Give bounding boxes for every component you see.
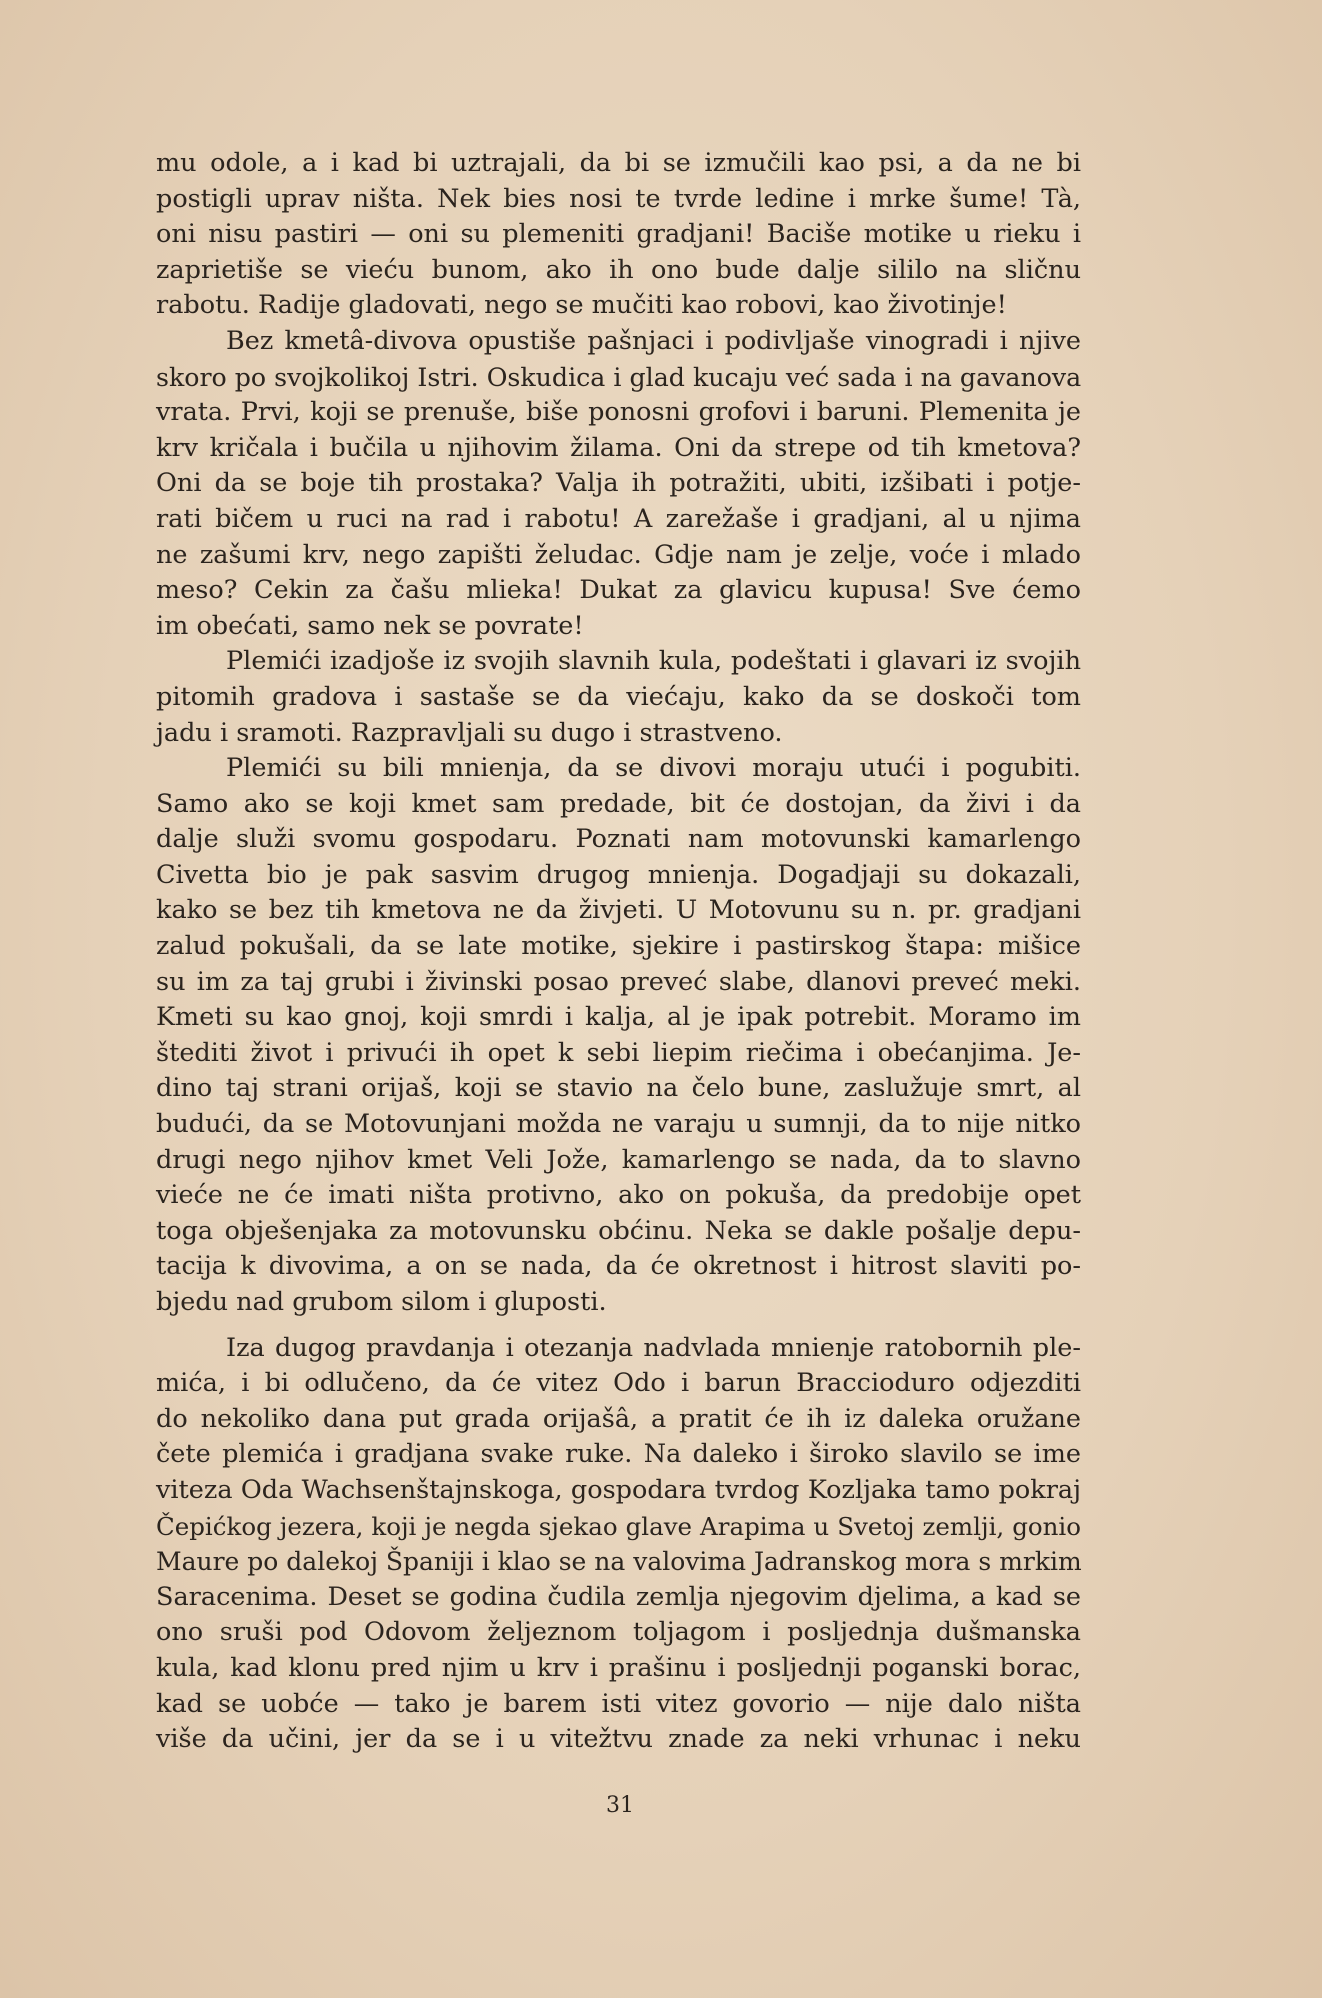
text-line: jadu i sramoti. Razpravljali su dugo i strastveno. [156,717,783,748]
text-line: mu odole, a i kad bi uztrajali, da bi se izmučili kao psi, a da ne bi [156,148,1081,178]
text-line: do nekoliko dana put grada orijašâ, a pratit će ih iz daleka oružane [156,1403,1081,1434]
paragraph-1 [156,146,1081,324]
page-number: 31 [606,1793,634,1818]
text-line: dino taj strani orijaš, koji se stavio na čelo bune, zaslužuje smrt, al [156,1073,1081,1104]
text-line: mića, i bi odlučeno, da će vitez Odo i barun Braccioduro odjezditi [156,1368,1081,1399]
text-line: vieće ne će imati ništa protivno, ako on pokuša, da predobije opet [156,1180,1081,1211]
text-line: dalje služi svomu gospodaru. Poznati nam motovunski kamarlengo [156,824,1081,855]
text-line: tacija k divovima, a on se nada, da će okretnost i hitrost slaviti po- [156,1251,1081,1282]
text-line: vrata. Prvi, koji se prenuše, biše ponosni grofovi i baruni. Plemenita je [156,397,1081,428]
text-line: toga obješenjaka za motovunsku obćinu. Neka se dakle pošalje depu- [156,1215,1081,1246]
text-line: bjedu nad grubom silom i gluposti. [156,1287,607,1317]
paragraph-gap [156,1321,1081,1331]
text-line: drugi nego njihov kmet Veli Jože, kamarlengo se nada, da to slavno [156,1144,1081,1175]
text-line: zalud pokušali, da se late motike, sjekire i pastirskog štapa: mišice [156,931,1081,962]
text-line: ne zašumi krv, nego zapišti želudac. Gdje nam je zelje, voće i mlado [156,539,1081,570]
text-line: Plemići su bili mnienja, da se divovi moraju utući i pogubiti. [226,753,1081,784]
text-line: Čepićkog jezera, koji je negda sjekao glave Arapima u Svetoj zemlji, gonio [156,1511,1081,1541]
text-line: oni nisu pastiri — oni su plemeniti gradjani! Baciše motike u rieku i [156,219,1081,250]
text-line: čete plemića i gradjana svake ruke. Na daleko i široko slavilo se ime [156,1439,1081,1470]
paragraph-5 [156,1331,1081,1758]
text-line: Iza dugog pravdanja i otezanja nadvlada mnienje ratobornih ple- [226,1332,1081,1363]
text-line: Kmeti su kao gnoj, koji smrdi i kalja, al je ipak potrebit. Moramo im [156,1002,1081,1033]
text-line: više da učini, jer da se i u vitežtvu znade za neki vrhunac i neku [156,1724,1081,1755]
body-text [156,146,1081,1758]
text-line: su im za taj grubi i živinski posao preveć slabe, dlanovi preveć meki. [156,966,1081,997]
paragraph-4 [156,751,1081,1321]
text-line: krv kričala i bučila u njihovim žilama. Oni da strepe od tih kmetova? [156,432,1081,463]
paragraph-2 [156,324,1081,644]
text-line: Maure po dalekoj Španiji i klao se na valovima Jadranskog mora s mrkim [156,1547,1082,1577]
text-line: rati bičem u ruci na rad i rabotu! A zarežaše i gradjani, al u njima [156,503,1081,534]
text-line: ono sruši pod Odovom željeznom toljagom i posljednja dušmanska [156,1617,1081,1648]
text-line: rabotu. Radije gladovati, nego se mučiti kao robovi, kao životinje! [156,290,1007,321]
text-line: zaprietiše se vieću bunom, ako ih ono bude dalje sililo na sličnu [156,254,1081,285]
text-line: im obećati, samo nek se povrate! [156,610,584,641]
text-line: postigli uprav ništa. Nek bies nosi te tvrde ledine i mrke šume! Tà, [156,183,1081,214]
text-line: Bez kmetâ-divova opustiše pašnjaci i podivljaše vinogradi i njive [226,325,1081,356]
text-line: budući, da se Motovunjani možda ne varaju u sumnji, da to nije nitko [156,1109,1081,1140]
text-line: kula, kad klonu pred njim u krv i prašinu i posljednji poganski borac, [156,1652,1081,1683]
text-line: kad se uobće — tako je barem isti vitez govorio — nije dalo ništa [156,1688,1081,1719]
text-line: Oni da se boje tih prostaka? Valja ih potražiti, ubiti, izšibati i potje- [156,468,1081,499]
text-line: pitomih gradova i sastaše se da viećaju, kako da se doskoči tom [156,681,1081,712]
text-line: Samo ako se koji kmet sam predade, bit će dostojan, da živi i da [156,788,1081,819]
text-line: Civetta bio je pak sasvim drugog mnienja. Dogadjaji su dokazali, [156,859,1081,890]
text-line: štediti život i privući ih opet k sebi liepim riečima i obećanjima. Je- [156,1037,1081,1068]
text-line: skoro po svojkolikoj Istri. Oskudica i glad kucaju već sada i na gavanova [156,362,1082,392]
paragraph-3 [156,644,1081,751]
text-line: Saracenima. Deset se godina čudila zemlja njegovim djelima, a kad se [156,1581,1081,1612]
text-line: kako se bez tih kmetova ne da živjeti. U Motovunu su n. pr. gradjani [156,895,1081,926]
text-line: Plemići izadjoše iz svojih slavnih kula, podeštati i glavari iz svojih [226,646,1081,677]
text-line: viteza Oda Wachsenštajnskoga, gospodara tvrdog Kozljaka tamo pokraj [156,1474,1081,1505]
text-line: meso? Cekin za čašu mlieka! Dukat za glavicu kupusa! Sve ćemo [156,575,1081,606]
